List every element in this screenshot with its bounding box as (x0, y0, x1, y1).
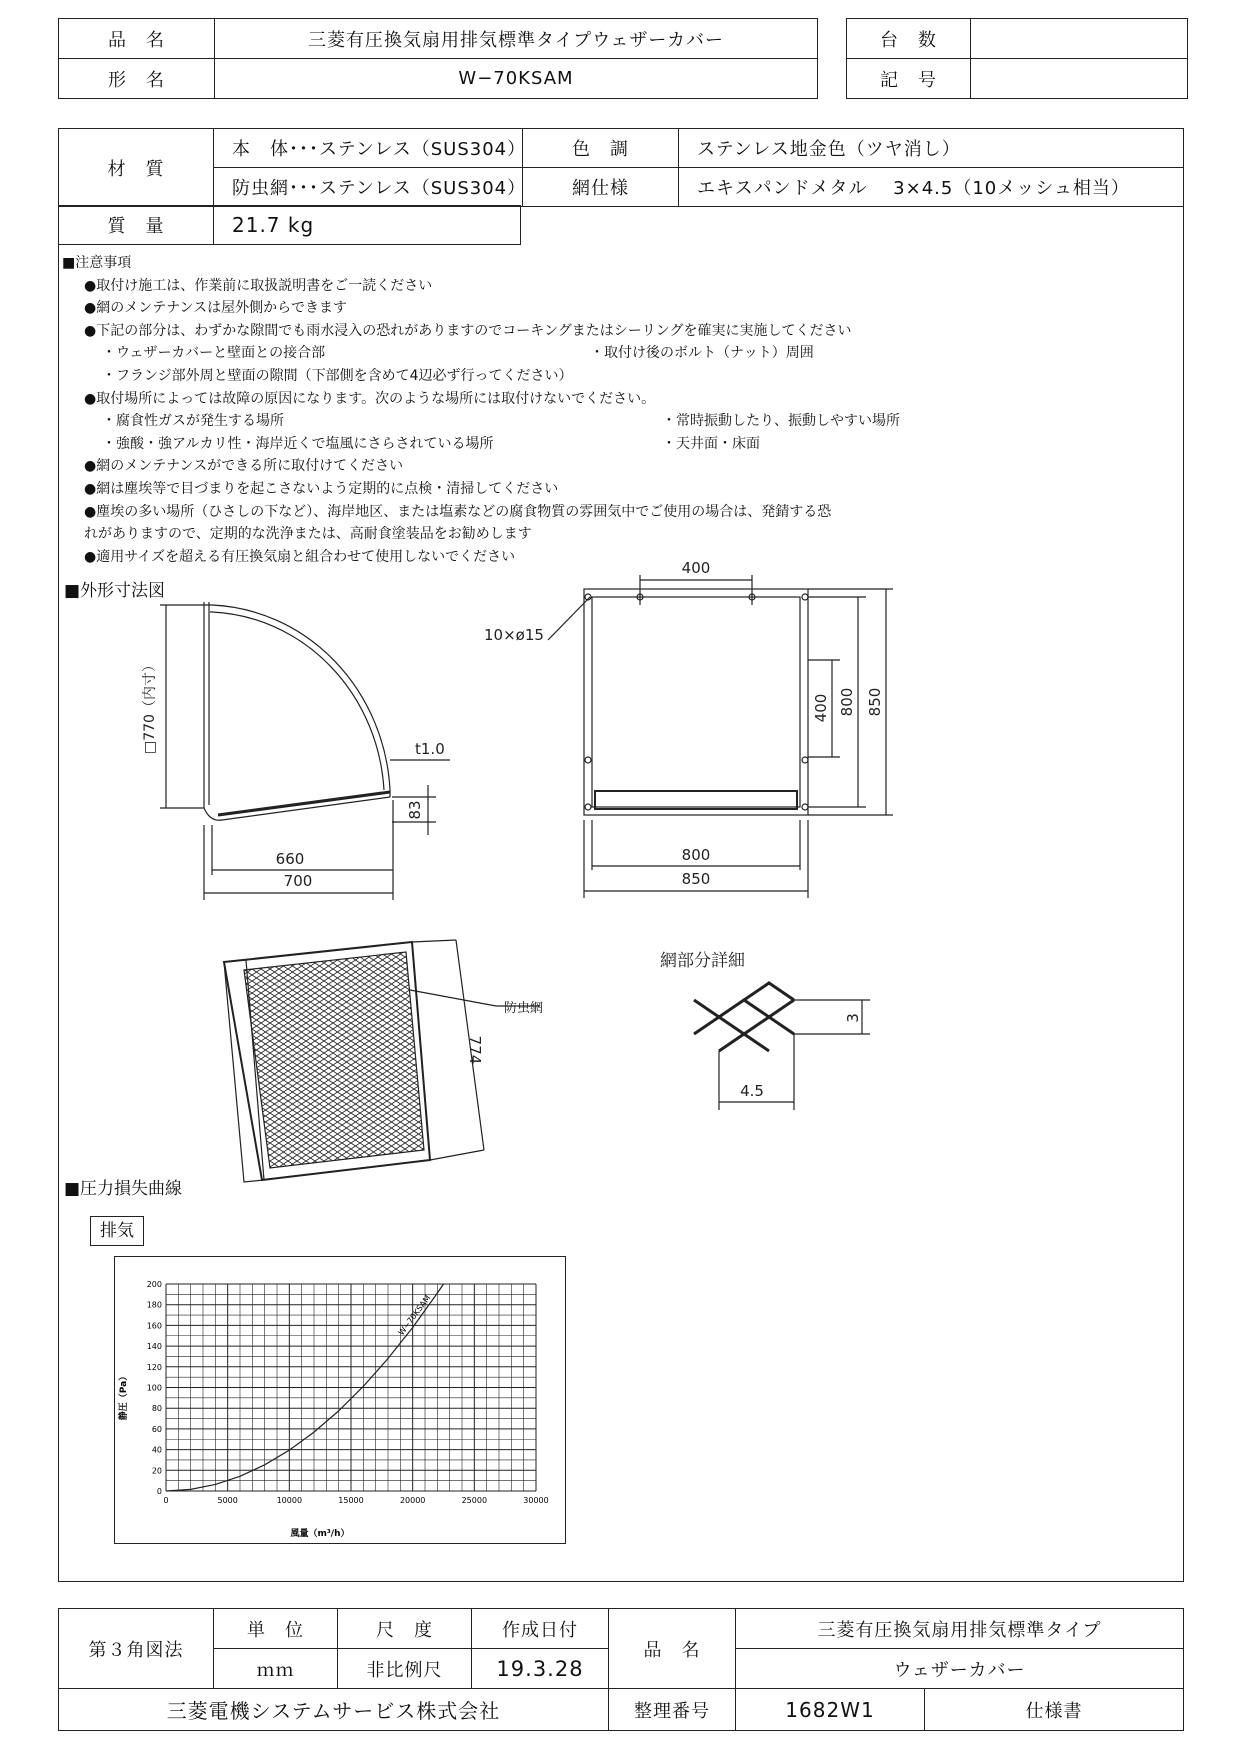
front-bolt-spacing: 400 (681, 559, 711, 577)
chart-xlabel: 風量（m³/h） (290, 1529, 350, 1539)
note-item: ●下記の部分は、わずかな隙間でも雨水浸入の恐れがありますのでコーキングまたはシーリングを確実に実施してください (84, 322, 852, 339)
note-subitem: ・取付け後のボルト（ナット）周囲 (590, 345, 814, 362)
footer-table (58, 1608, 1184, 1731)
material-mesh: 防虫網･･･ステンレス（SUS304） (214, 168, 523, 207)
mass-value: 21.7 kg (214, 206, 521, 245)
company-name: 三菱電機システムサービス株式会社 (59, 1689, 609, 1731)
katamei-label: 形 名 (59, 59, 215, 99)
front-v-bolt: 400 (812, 693, 830, 723)
doc-type: 仕様書 (925, 1689, 1184, 1731)
note-subitem: ・天井面・床面 (662, 435, 760, 452)
mesh-detail-labels (660, 951, 862, 1100)
mesh-label: 網仕様 (523, 168, 679, 207)
section-title-pressure: ■圧力損失曲線 (64, 1179, 183, 1199)
front-v-inner: 800 (838, 687, 856, 717)
front-v-outer: 850 (866, 687, 884, 717)
projection-method: 第３角図法 (59, 1609, 214, 1689)
series-label: W−70KSAM (396, 1293, 433, 1337)
note-item: ●網のメンテナンスができる所に取付けてください (84, 458, 404, 475)
hinmei-value: 三菱有圧換気扇用排気標準タイプウェザーカバー (215, 19, 818, 59)
iso-view-labels (466, 1000, 543, 1064)
front-view-labels (484, 559, 884, 888)
front-h-inner: 800 (681, 846, 711, 864)
front-view (548, 575, 893, 898)
material-label: 材 質 (59, 129, 214, 207)
side-height-dim: □770（内寸） (142, 658, 158, 754)
footer-hinmei-1: 三菱有圧換気扇用排気標準タイプ (736, 1609, 1184, 1649)
seiri-value: 1682W1 (736, 1689, 925, 1731)
unit-label: 単 位 (214, 1609, 338, 1649)
y-tick-label: 200 (146, 1280, 162, 1289)
section-title-dimensions: ■外形寸法図 (64, 581, 166, 601)
y-tick-label: 120 (146, 1362, 162, 1372)
note-subitem: ・腐食性ガスが発生する場所 (102, 413, 284, 430)
y-tick-label: 60 (151, 1424, 162, 1434)
x-tick-label: 30000 (523, 1496, 549, 1505)
side-view-labels (141, 658, 445, 890)
chart-ylabel: 静圧（Pa） (119, 1371, 129, 1421)
footer-hinmei-2: ウェザーカバー (736, 1649, 1184, 1689)
mesh-value: エキスパンドメタル 3×4.5（10メッシュ相当） (679, 168, 1184, 207)
x-tick-label: 0 (163, 1496, 169, 1505)
pressure-loss-chart (114, 1256, 566, 1544)
side-inner-width: 660 (275, 850, 305, 868)
side-outer-width: 700 (283, 872, 313, 890)
note-item: ●網のメンテナンスは屋外側からできます (84, 300, 347, 317)
scale-label: 尺 度 (338, 1609, 472, 1649)
color-value: ステンレス地金色（ツヤ消し） (679, 129, 1184, 168)
y-tick-label: 160 (146, 1321, 162, 1331)
date-value: 19.3.28 (472, 1649, 609, 1689)
x-tick-label: 5000 (217, 1496, 238, 1505)
unit-value: ｍｍ (214, 1649, 338, 1689)
note-item: ●適用サイズを超える有圧換気扇と組合わせて使用しないでください (84, 548, 516, 565)
note-subitem: ・ウェザーカバーと壁面との接合部 (102, 345, 326, 362)
note-item: ●網は塵埃等で目づまりを起こさないよう定期的に点検・清掃してください (84, 480, 559, 497)
exhaust-tab: 排気 (90, 1216, 144, 1246)
note-subitem: ・フランジ部外周と壁面の隙間（下部側を含めて4辺必ず行ってください） (102, 367, 573, 384)
mass-label: 質 量 (59, 206, 214, 245)
date-label: 作成日付 (472, 1609, 609, 1649)
y-tick-label: 0 (156, 1487, 162, 1496)
side-thickness-dim: t1.0 (415, 740, 445, 758)
note-item: れがありますので、定期的な洗浄または、高耐食塗装品をお勧めします (84, 526, 532, 543)
chart-grid (166, 1284, 536, 1491)
y-tick-label: 20 (151, 1466, 162, 1476)
material-body: 本 体･･･ステンレス（SUS304） (214, 129, 523, 168)
seiri-label: 整理番号 (609, 1689, 736, 1731)
y-tick-label: 180 (146, 1300, 162, 1310)
note-subitem: ・強酸・強アルカリ性・海岸近くで塩風にさらされている場所 (102, 435, 494, 452)
note-item: ●取付け施工は、作業前に取扱説明書をご一読ください (84, 277, 433, 294)
katamei-value: W−70KSAM (215, 59, 818, 99)
side-view (160, 602, 450, 900)
front-holes: 10×ø15 (484, 626, 544, 644)
x-tick-label: 10000 (276, 1496, 303, 1505)
mesh-detail (694, 983, 794, 1051)
daisu-label: 台 数 (847, 19, 971, 59)
scale-value: 非比例尺 (338, 1649, 472, 1689)
x-tick-label: 25000 (461, 1496, 488, 1505)
y-tick-label: 140 (146, 1342, 162, 1352)
mesh-pitch-h: 4.5 (740, 1082, 764, 1100)
mesh-detail-title: 網部分詳細 (660, 951, 745, 971)
note-item: ●取付場所によっては故障の原因になります。次のような場所には取付けないでください。 (84, 390, 656, 407)
y-tick-label: 100 (146, 1383, 162, 1393)
side-bottom-dim: 83 (406, 800, 424, 820)
note-item: ●塵埃の多い場所（ひさしの下など）、海岸地区、または塩素などの腐食物質の雰囲気中でご使用の場合は、発錆する恐 (84, 503, 832, 520)
note-subitem: ・常時振動したり、振動しやすい場所 (662, 413, 900, 430)
y-tick-label: 80 (151, 1404, 162, 1414)
kigou-label: 記 号 (847, 59, 971, 99)
front-h-outer: 850 (681, 870, 711, 888)
y-tick-label: 40 (151, 1445, 162, 1455)
hinmei-label: 品 名 (59, 19, 215, 59)
mesh-pitch-v: 3 (844, 1013, 862, 1023)
color-label: 色 調 (523, 129, 679, 168)
x-tick-label: 15000 (338, 1496, 364, 1505)
iso-view (224, 940, 540, 1182)
iso-mesh-label: 防虫網 (504, 1001, 544, 1016)
chart-ticks (147, 1280, 549, 1505)
footer-hinmei-label: 品 名 (609, 1609, 736, 1689)
notes-title: ■注意事項 (62, 255, 132, 271)
iso-length: 774 (466, 1035, 484, 1065)
x-tick-label: 20000 (399, 1496, 426, 1505)
